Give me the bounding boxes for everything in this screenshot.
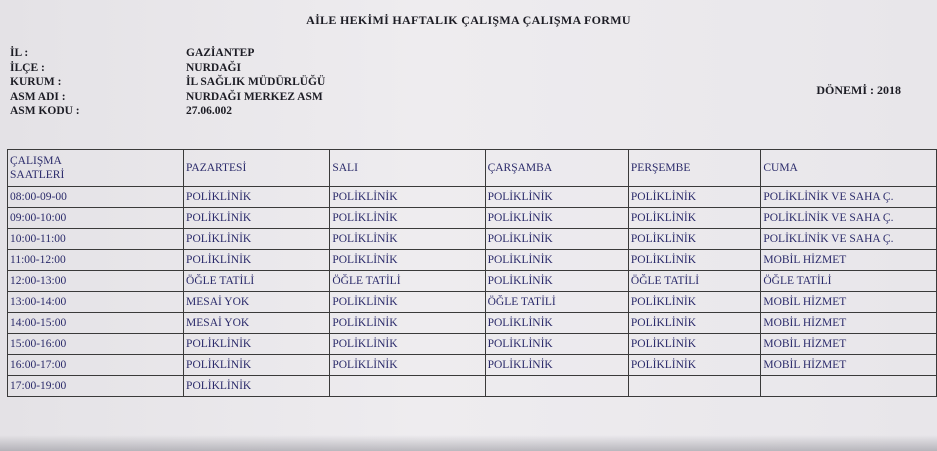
schedule-cell bbox=[761, 376, 937, 397]
schedule-cell: ÖĞLE TATİLİ bbox=[184, 271, 330, 292]
schedule-cell: POLİKLİNİK bbox=[628, 313, 760, 334]
schedule-cell: MOBİL HİZMET bbox=[761, 334, 937, 355]
schedule-cell: POLİKLİNİK bbox=[485, 271, 628, 292]
schedule-cell: ÖĞLE TATİLİ bbox=[761, 271, 937, 292]
info-label: İL : bbox=[10, 47, 29, 59]
time-slot-cell: 09:00-10:00 bbox=[8, 208, 184, 229]
schedule-cell: POLİKLİNİK bbox=[184, 208, 330, 229]
schedule-cell: POLİKLİNİK bbox=[628, 208, 760, 229]
schedule-cell: POLİKLİNİK bbox=[330, 313, 485, 334]
table-row bbox=[8, 229, 937, 250]
schedule-cell: POLİKLİNİK bbox=[184, 229, 330, 250]
table-body bbox=[8, 187, 937, 397]
schedule-cell: POLİKLİNİK bbox=[628, 292, 760, 313]
schedule-cell: MOBİL HİZMET bbox=[761, 355, 937, 376]
table-row bbox=[8, 250, 937, 271]
schedule-cell: POLİKLİNİK bbox=[184, 376, 330, 397]
form-title: AİLE HEKİMİ HAFTALIK ÇALIŞMA ÇALIŞMA FORMU bbox=[306, 13, 631, 27]
schedule-cell: POLİKLİNİK bbox=[628, 250, 760, 271]
schedule-cell: MOBİL HİZMET bbox=[761, 313, 937, 334]
schedule-cell bbox=[628, 376, 760, 397]
time-slot-cell: 13:00-14:00 bbox=[8, 292, 184, 313]
schedule-cell: POLİKLİNİK bbox=[628, 355, 760, 376]
time-slot-cell: 11:00-12:00 bbox=[8, 250, 184, 271]
schedule-cell: POLİKLİNİK bbox=[628, 334, 760, 355]
time-slot-cell: 10:00-11:00 bbox=[8, 229, 184, 250]
page-edge-shadow bbox=[0, 435, 937, 451]
header-thursday: PERŞEMBE bbox=[628, 150, 760, 187]
info-block bbox=[10, 46, 410, 119]
schedule-cell: POLİKLİNİK bbox=[330, 292, 485, 313]
time-slot-cell: 17:00-19:00 bbox=[8, 376, 184, 397]
schedule-cell: POLİKLİNİK bbox=[485, 355, 628, 376]
info-label: ASM KODU : bbox=[10, 105, 80, 117]
schedule-cell: POLİKLİNİK bbox=[485, 187, 628, 208]
schedule-cell: POLİKLİNİK VE SAHA Ç. bbox=[761, 229, 937, 250]
info-row-asm-adi bbox=[10, 90, 410, 105]
info-row-il bbox=[10, 46, 410, 61]
info-label: ASM ADI : bbox=[10, 90, 66, 103]
schedule-cell: POLİKLİNİK bbox=[184, 250, 330, 271]
schedule-cell: MOBİL HİZMET bbox=[761, 292, 937, 313]
schedule-cell: ÖĞLE TATİLİ bbox=[330, 271, 485, 292]
table-row bbox=[8, 208, 937, 229]
schedule-cell: POLİKLİNİK bbox=[330, 334, 485, 355]
schedule-cell: ÖĞLE TATİLİ bbox=[628, 271, 760, 292]
schedule-cell: ÖĞLE TATİLİ bbox=[485, 292, 628, 313]
schedule-cell: POLİKLİNİK bbox=[628, 187, 760, 208]
schedule-cell: POLİKLİNİK bbox=[330, 229, 485, 250]
info-value: NURDAĞI MERKEZ ASM bbox=[186, 90, 323, 103]
header-wednesday: ÇARŞAMBA bbox=[485, 150, 628, 187]
info-row-kurum bbox=[10, 75, 410, 90]
header-hours bbox=[8, 150, 184, 187]
schedule-cell: POLİKLİNİK bbox=[485, 313, 628, 334]
schedule-cell: MOBİL HİZMET bbox=[761, 250, 937, 271]
info-row-asm-kodu bbox=[10, 104, 410, 119]
info-value: GAZİANTEP bbox=[186, 47, 255, 59]
schedule-cell: POLİKLİNİK bbox=[485, 229, 628, 250]
schedule-cell: POLİKLİNİK bbox=[184, 355, 330, 376]
table-row bbox=[8, 292, 937, 313]
table-header-row bbox=[8, 150, 937, 187]
table-row bbox=[8, 334, 937, 355]
schedule-cell: POLİKLİNİK bbox=[330, 208, 485, 229]
header-tuesday: SALI bbox=[330, 150, 485, 187]
schedule-cell: POLİKLİNİK bbox=[485, 334, 628, 355]
schedule-cell bbox=[330, 376, 485, 397]
time-slot-cell: 14:00-15:00 bbox=[8, 313, 184, 334]
time-slot-cell: 08:00-09-00 bbox=[8, 187, 184, 208]
table-row bbox=[8, 355, 937, 376]
schedule-cell: POLİKLİNİK bbox=[184, 334, 330, 355]
header-hours-label: ÇALIŞMA SAATLERİ bbox=[10, 155, 65, 181]
schedule-cell bbox=[485, 376, 628, 397]
schedule-cell: POLİKLİNİK bbox=[485, 250, 628, 271]
period-label: DÖNEMİ : 2018 bbox=[816, 83, 901, 97]
header-monday: PAZARTESİ bbox=[184, 150, 330, 187]
schedule-cell: POLİKLİNİK bbox=[485, 208, 628, 229]
schedule-cell: MESAİ YOK bbox=[184, 313, 330, 334]
time-slot-cell: 16:00-17:00 bbox=[8, 355, 184, 376]
time-slot-cell: 12:00-13:00 bbox=[8, 271, 184, 292]
info-label: İLÇE : bbox=[10, 61, 45, 74]
schedule-cell: POLİKLİNİK VE SAHA Ç. bbox=[761, 187, 937, 208]
time-slot-cell: 15:00-16:00 bbox=[8, 334, 184, 355]
schedule-table bbox=[7, 149, 937, 397]
schedule-cell: POLİKLİNİK VE SAHA Ç. bbox=[761, 208, 937, 229]
table-row bbox=[8, 313, 937, 334]
info-value: NURDAĞI bbox=[186, 61, 241, 74]
schedule-cell: POLİKLİNİK bbox=[628, 229, 760, 250]
info-value: 27.06.002 bbox=[186, 105, 232, 117]
table-row bbox=[8, 376, 937, 397]
schedule-cell: POLİKLİNİK bbox=[330, 250, 485, 271]
info-value: İL SAĞLIK MÜDÜRLÜĞÜ bbox=[186, 76, 326, 88]
schedule-cell: POLİKLİNİK bbox=[330, 355, 485, 376]
header-friday: CUMA bbox=[761, 150, 937, 187]
schedule-cell: POLİKLİNİK bbox=[330, 187, 485, 208]
schedule-cell: POLİKLİNİK bbox=[184, 187, 330, 208]
table-row bbox=[8, 271, 937, 292]
table-row bbox=[8, 187, 937, 208]
schedule-cell: MESAİ YOK bbox=[184, 292, 330, 313]
info-row-ilce bbox=[10, 61, 410, 76]
info-label: KURUM : bbox=[10, 76, 62, 88]
